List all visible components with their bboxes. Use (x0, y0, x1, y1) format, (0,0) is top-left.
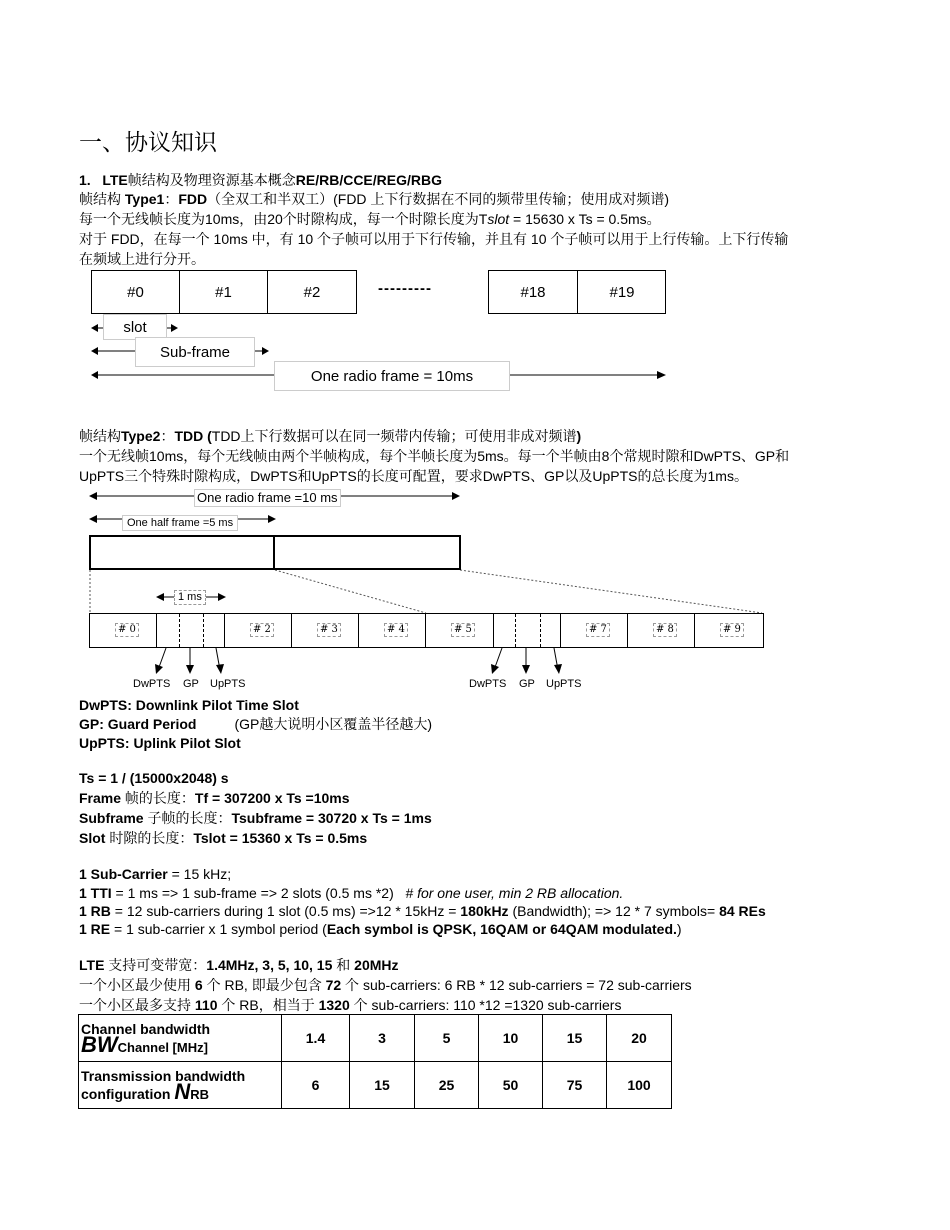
timing-frame-c: Tf = 307200 x Ts =10ms (194, 790, 350, 806)
def-dwpts: DwPTS: Downlink Pilot Time Slot (79, 697, 299, 713)
fdd-slot-18: #18 (489, 271, 578, 313)
table-cell: 1.4 (282, 1015, 350, 1062)
bw-max-c: 个 RB，相当于 (217, 997, 319, 1013)
fdd-dots: --------- (378, 280, 432, 297)
type1-line2-c: = 15630 x Ts = 0.5ms。 (509, 211, 661, 227)
table-cell: 6 (282, 1062, 350, 1109)
res-rb-d: (Bandwidth); => 12 * 7 symbols= (508, 903, 720, 919)
type2-tdd: TDD ( (174, 428, 212, 444)
res-tti-a: 1 TTI (79, 885, 112, 901)
tdd-gp-2 (516, 614, 541, 647)
table-cell: 15 (350, 1062, 415, 1109)
res-re (79, 920, 682, 938)
timing-frame (79, 789, 350, 807)
tdd-subframes (89, 613, 764, 648)
bw-max (79, 996, 621, 1014)
table-cell: 20 (607, 1015, 672, 1062)
res-rb (79, 902, 766, 920)
res-rb-a: 1 RB (79, 903, 111, 919)
type2-line3: UpPTS三个特殊时隙构成，DwPTS和UpPTS的长度可配置，要求DwPTS、GP以及UpPTS的总长度为1ms。 (79, 468, 748, 484)
bw-support: 支持可变带宽： (104, 957, 207, 973)
timing-ts: Ts = 1 / (15000x2048) s (79, 770, 229, 786)
tdd-uppts-2 (541, 614, 561, 647)
tdd-subframe-0: # 0 (90, 614, 157, 647)
res-tti (79, 884, 623, 902)
table-cell: 15 (543, 1015, 607, 1062)
tdd-subframe-7: # 7 (561, 614, 628, 647)
bandwidth-table (78, 1014, 672, 1109)
tdd-subframe-9: # 9 (695, 614, 763, 647)
type1-line (79, 190, 669, 208)
type1-name: Type1 (124, 191, 165, 207)
tdd-ms-label: 1 ms (174, 590, 206, 605)
fdd-slot-label: slot (103, 314, 167, 340)
fdd-slot-2: #2 (303, 283, 321, 301)
type2-desc: TDD上下行数据可以在同一频带内传输；可使用非成对频谱 (211, 428, 577, 444)
timing-frame-a: Frame (79, 790, 122, 806)
section-title-lte: LTE (102, 172, 128, 188)
bw-line (79, 956, 399, 974)
tdd-dwpts-1 (157, 614, 180, 647)
tdd-dwpts-label-2: DwPTS (469, 678, 507, 690)
table-cell: 75 (543, 1062, 607, 1109)
type2-line2: 一个无线帧10ms，每个无线帧由两个半帧构成，每个半帧长度为5ms。每一个半帧由8个常规时隙和DwPTS、GP和 (79, 448, 790, 464)
section-title (79, 171, 442, 189)
res-re-b: = 1 sub-carrier x 1 symbol period ( (110, 921, 327, 937)
type1-line4: 在频域上进行分开。 (79, 251, 205, 267)
bw-max-b: 110 (194, 997, 218, 1013)
fdd-subframe-label: Sub-frame (135, 337, 255, 367)
timing-sub-b: 子帧的长度： (143, 810, 232, 826)
tdd-frame-label: One radio frame =10 ms (194, 489, 341, 507)
bw-max-a: 一个小区最多支持 (79, 997, 195, 1013)
bw-and: 和 (332, 957, 355, 973)
bw-values: 1.4MHz, 3, 5, 10, 15 (206, 957, 333, 973)
tdd-gp-label-1: GP (183, 678, 199, 690)
fdd-slots-left (91, 270, 357, 314)
tdd-half-label: One half frame =5 ms (122, 515, 238, 531)
res-sc-a: 1 Sub-Carrier (79, 866, 168, 882)
type1-line2-a: 每一个无线帧长度为10ms，由20个时隙构成，每一个时隙长度为T (79, 211, 488, 227)
timing-slot-b: 时隙的长度： (105, 830, 194, 846)
bw-min-b: 6 (194, 977, 203, 993)
type1-line2 (79, 210, 661, 228)
timing-frame-b: 帧的长度： (121, 790, 195, 806)
fdd-slot-1: #1 (180, 271, 268, 313)
res-subcarrier (79, 865, 231, 883)
fdd-slot-0: #0 (92, 271, 180, 313)
tdd-dwpts-label-1: DwPTS (133, 678, 171, 690)
section-number: 1. (79, 172, 91, 188)
table-cell: 25 (415, 1062, 479, 1109)
page-heading: 一、协议知识 (79, 130, 217, 156)
tdd-half-frame-2 (273, 535, 461, 570)
res-rb-b: = 12 sub-carriers during 1 slot (0.5 ms) =>12 * 15kHz = (110, 903, 461, 919)
res-rb-e: 84 REs (719, 903, 766, 919)
type1-prefix: 帧结构 (79, 191, 125, 207)
timing-slot-c: Tslot = 15360 x Ts = 0.5ms (193, 830, 368, 846)
timing-subframe (79, 809, 432, 827)
table-row2-header: Transmission bandwidth configuration NRB (79, 1062, 282, 1109)
table-cell: 100 (607, 1062, 672, 1109)
def-uppts: UpPTS: Uplink Pilot Slot (79, 735, 241, 751)
type1-fdd: FDD (178, 191, 208, 207)
tdd-subframe-8: # 8 (628, 614, 695, 647)
res-re-a: 1 RE (79, 921, 111, 937)
tdd-subframe-5: # 5 (426, 614, 494, 647)
type2-prefix: 帧结构 (79, 428, 121, 444)
table-cell: 50 (479, 1062, 543, 1109)
tdd-uppts-1 (204, 614, 225, 647)
type2-colon: ： (160, 428, 175, 444)
type1-line3: 对于 FDD，在每一个 10ms 中，有 10 个子帧可以用于下行传输，并且有 10 个子帧可以用于上行传输。上下行传输 (79, 231, 789, 247)
res-rb-c: 180kHz (460, 903, 509, 919)
def-gp-note: (GP越大说明小区覆盖半径越大) (234, 716, 433, 732)
tdd-half-frame-1 (89, 535, 275, 570)
timing-slot-a: Slot (79, 830, 106, 846)
bw-lte: LTE (79, 957, 105, 973)
section-title-terms: RE/RB/CCE/REG/RBG (295, 172, 442, 188)
res-re-c: Each symbol is QPSK, 16QAM or 64QAM modulated. (326, 921, 677, 937)
table-cell: 10 (479, 1015, 543, 1062)
table-cell: 5 (415, 1015, 479, 1062)
tdd-subframe-2: # 2 (225, 614, 292, 647)
fdd-slots-right (488, 270, 666, 314)
type2-line (79, 427, 581, 445)
type2-close: ) (576, 428, 582, 444)
type1-line2-slot: slot (487, 211, 510, 227)
res-re-d: ) (676, 921, 682, 937)
tdd-subframe-3: # 3 (292, 614, 359, 647)
table-row (79, 1015, 672, 1062)
res-tti-c: # for one user, min 2 RB allocation. (405, 885, 624, 901)
res-sc-b: = 15 kHz; (167, 866, 232, 882)
tdd-subframe-4: # 4 (359, 614, 426, 647)
fdd-slot-19: #19 (609, 283, 635, 301)
table-cell: 3 (350, 1015, 415, 1062)
timing-sub-c: Tsubframe = 30720 x Ts = 1ms (231, 810, 432, 826)
tdd-dwpts-2 (494, 614, 516, 647)
type2-name: Type2 (121, 428, 161, 444)
bw-min-e: 个 sub-carriers: 6 RB * 12 sub-carriers = 72 sub-carriers (341, 977, 692, 993)
tdd-gp-label-2: GP (519, 678, 535, 690)
table-row1-header: Channel bandwidth BWChannel [MHz] (79, 1015, 282, 1062)
tdd-uppts-label-2: UpPTS (546, 678, 582, 690)
bw-min-c: 个 RB, 即最少包含 (202, 977, 326, 993)
bw-min-d: 72 (325, 977, 342, 993)
def-gp (79, 715, 432, 733)
fdd-frame-label: One radio frame = 10ms (274, 361, 510, 391)
bw-max-e: 个 sub-carriers: 110 *12 =1320 sub-carriers (349, 997, 622, 1013)
type1-colon: ： (164, 191, 179, 207)
tdd-uppts-label-1: UpPTS (210, 678, 246, 690)
timing-sub-a: Subframe (79, 810, 144, 826)
def-gp-label: GP: Guard Period (79, 716, 197, 732)
tdd-gp-1 (180, 614, 204, 647)
section-title-cn: 帧结构及物理资源基本概念 (127, 172, 296, 188)
type1-desc: （全双工和半双工）(FDD 上下行数据在不同的频带里传输；使用成对频谱) (207, 191, 670, 207)
bw-20: 20MHz (354, 957, 399, 973)
bw-max-d: 1320 (318, 997, 350, 1013)
bw-min-a: 一个小区最少使用 (79, 977, 195, 993)
res-tti-b: = 1 ms => 1 sub-frame => 2 slots (0.5 ms *2) (111, 885, 406, 901)
timing-slot (79, 829, 367, 847)
bw-min (79, 976, 692, 994)
table-row (79, 1062, 672, 1109)
